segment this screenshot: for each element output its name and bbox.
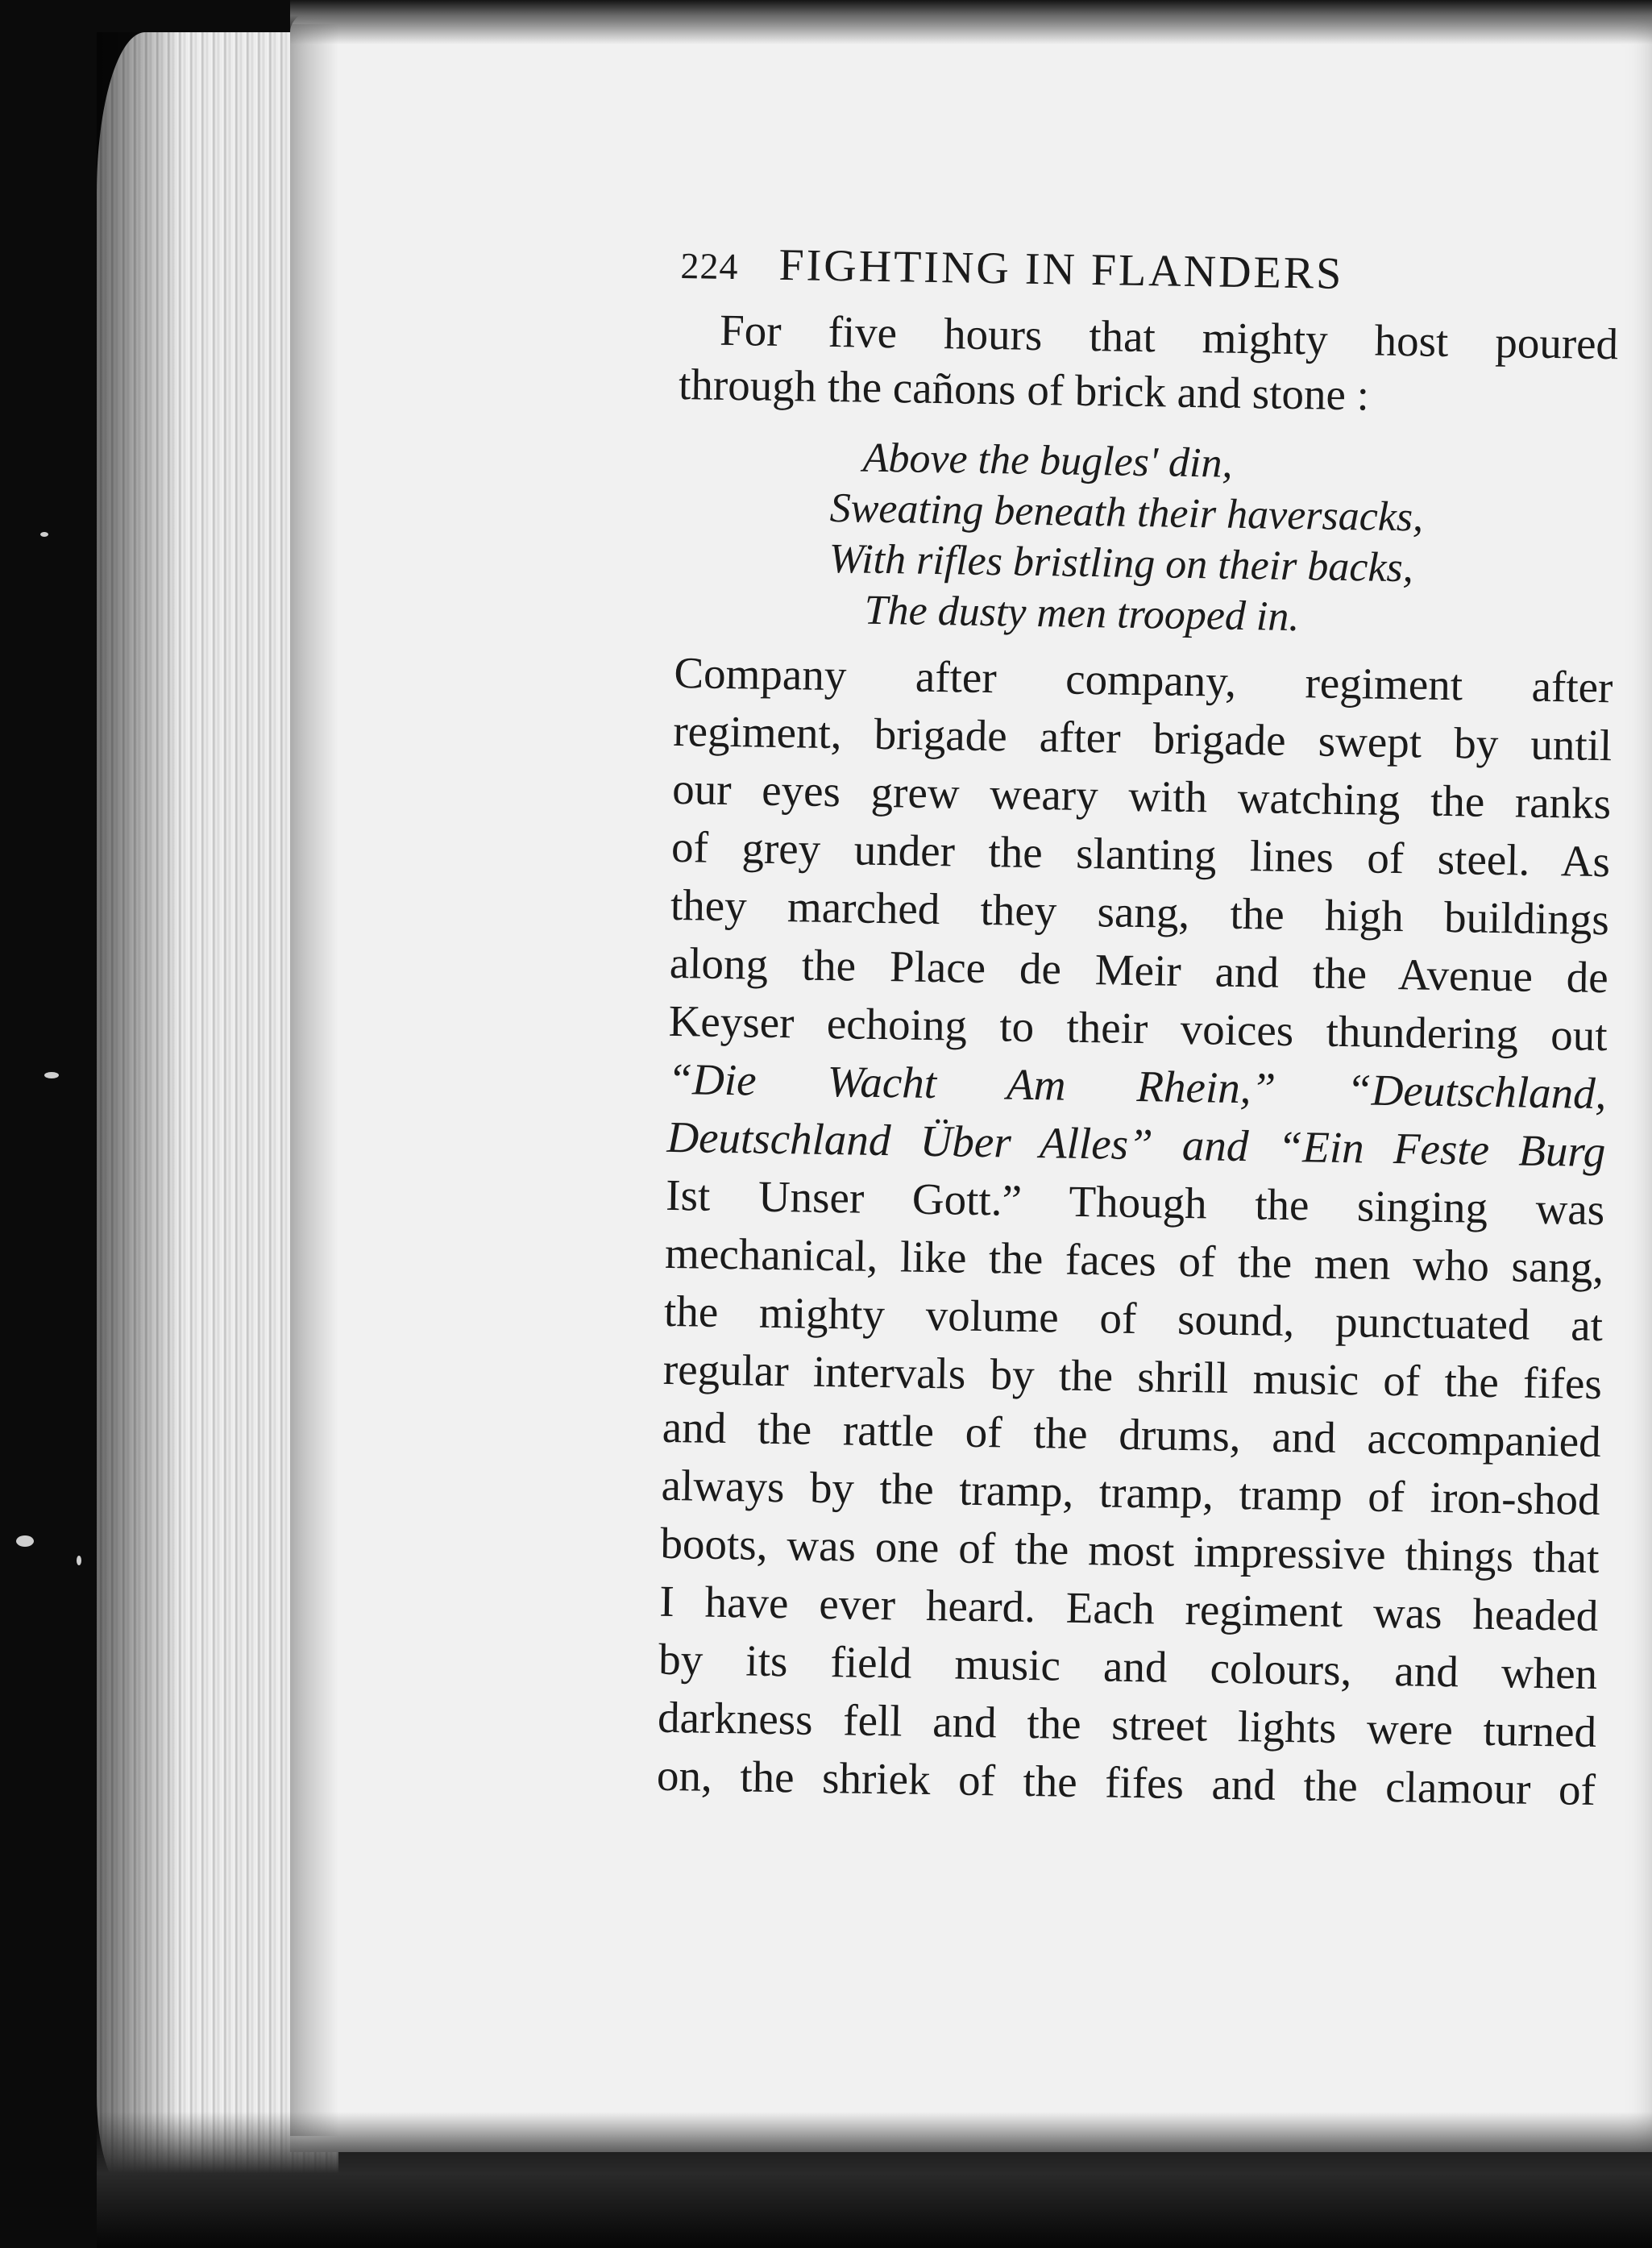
gutter-shadow [290,24,338,2136]
text-line: on, the shriek of the fifes and the clamour of [656,1750,1596,1815]
verse-line: The dusty men trooped in. [864,587,1300,641]
verse-line: With rifles bristling on their backs, [828,535,1414,592]
text-line: Deutschland Über Alles” and “Ein Feste Burg [666,1112,1606,1177]
text-line: Keyser echoing to their voices thundering out [668,995,1608,1061]
scan-speck [40,532,48,537]
text-line: they marched they sang, the high buildings [670,879,1610,945]
scan-speck [44,1072,59,1078]
text-line: Company after company, regiment after [674,647,1613,713]
verse-line: Above the bugles' din, [862,434,1233,487]
text-line: our eyes grew weary with watching the ranks [671,763,1612,829]
body-paragraph [656,644,1613,1819]
bottom-edge-shadow [97,2112,1652,2248]
text-line: mechanical, like the faces of the men who sang, [664,1228,1604,1293]
text-line: and the rattle of the drums, and accompanied [662,1402,1602,1467]
page-number: 224 [680,244,739,288]
text-line: along the Place de Meir and the Avenue de [669,937,1609,1003]
intro-paragraph [679,302,1619,426]
text-line: I have ever heard. Each regiment was headed [658,1576,1599,1641]
text-line: Ist Unser Gott.” Though the singing was [665,1170,1605,1235]
scan-speck [16,1535,34,1547]
text-line: “Die Wacht Am Rhein,” “Deutschland, [667,1053,1607,1119]
top-edge-shadow [290,0,1652,44]
text-line: regiment, brigade after brigade swept by until [672,705,1613,771]
verse-quotation [674,430,1617,647]
text-line: through the cañons of brick and stone : [678,359,1370,420]
text-line: the mighty volume of sound, punctuated at [663,1286,1604,1351]
page-text-block [656,238,1619,1819]
text-line: For five hours that mighty host poured [719,305,1619,369]
verse-line: Sweating beneath their haversacks, [829,484,1424,541]
text-line: regular intervals by the shrill music of the fifes [662,1344,1603,1409]
running-title: FIGHTING IN FLANDERS [778,239,1344,299]
text-line: of grey under the slanting lines of steel. As [670,821,1611,887]
text-line: always by the tramp, tramp, tramp of iron-shod [661,1460,1601,1525]
text-line: by its field music and colours, and when [658,1634,1598,1699]
scan-speck [77,1556,81,1565]
text-line: boots, was one of the most impressive things that [660,1518,1600,1583]
text-line: darkness fell and the street lights were turned [657,1692,1597,1757]
